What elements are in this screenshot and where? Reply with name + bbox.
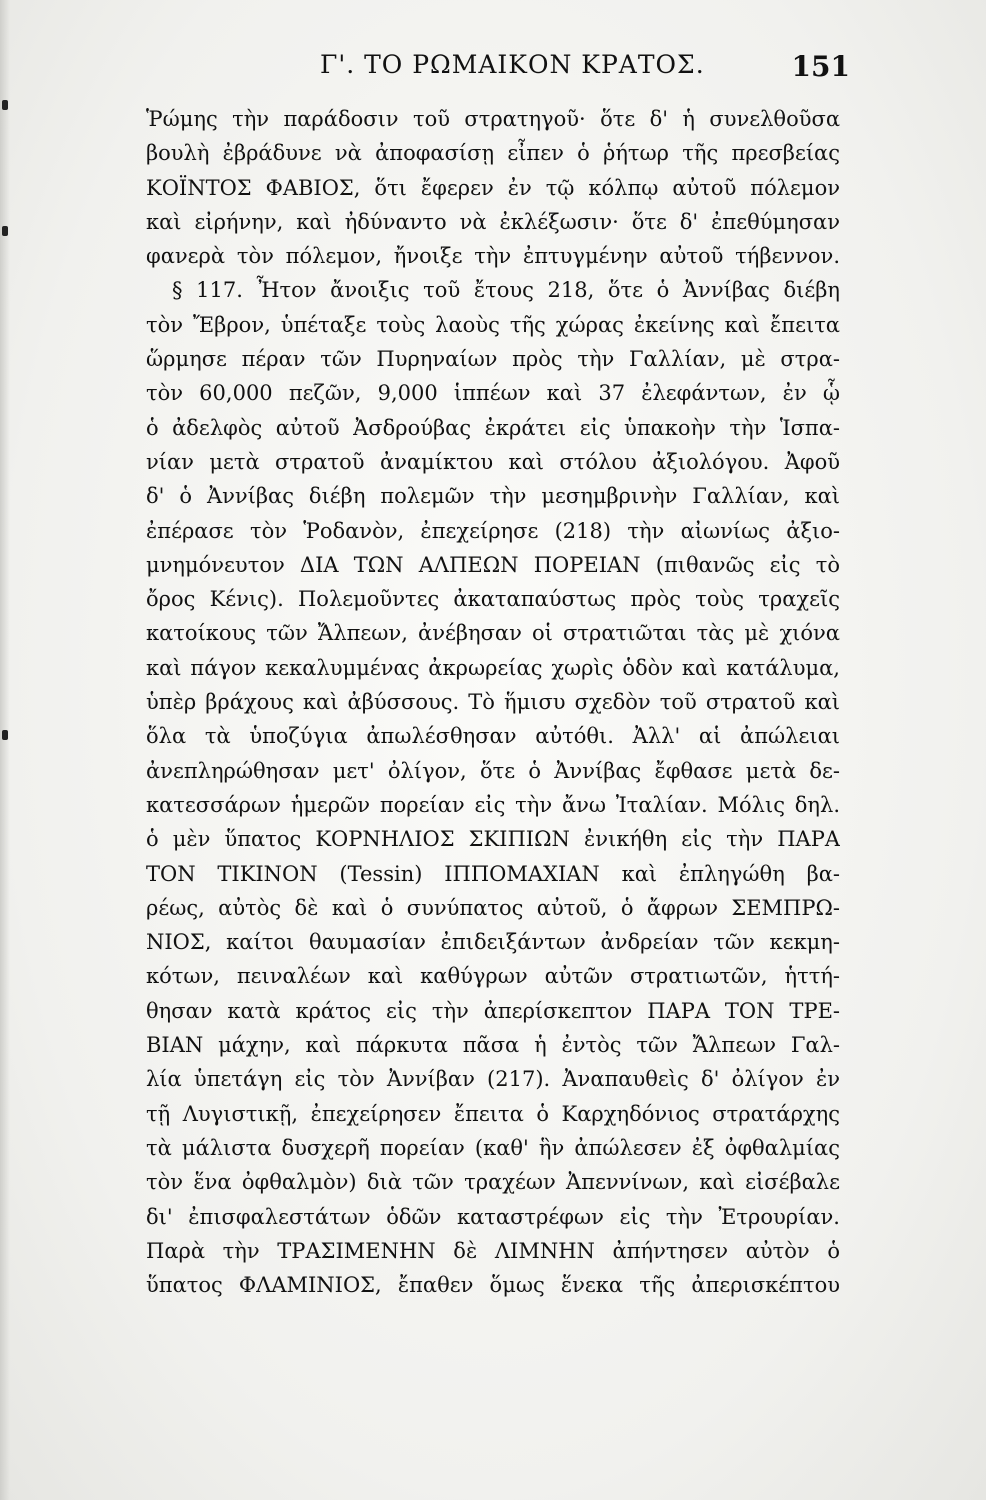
text-line: τῇ Λυγιστικῇ, ἐπεχείρησεν ἔπειτα ὁ Καρχηδόνιος στρατάρχης (146, 1101, 840, 1126)
text-line: δ' ὁ Ἀννίβας διέβη πολεμῶν τὴν μεσημβρινὴν Γαλλίαν, καὶ (146, 484, 840, 509)
running-head: Γ'. ΤΟ ΡΩΜΑΙΚΟΝ ΚΡΑΤΟΣ. (320, 50, 705, 79)
text-line: ΚΟΪΝΤΟΣ ΦΑΒΙΟΣ, ὅτι ἔφερεν ἐν τῷ κόλπῳ αὐτοῦ πόλεμον (146, 175, 840, 200)
text-line: βουλὴ ἐβράδυνε νὰ ἀποφασίσῃ εἶπεν ὁ ῥήτωρ τῆς πρεσβείας (146, 141, 840, 166)
text-line: Ῥώμης τὴν παράδοσιν τοῦ στρατηγοῦ· ὅτε δ' ἡ συνελθοῦσα (146, 107, 840, 131)
body-text (146, 102, 840, 1302)
page-number: 151 (791, 50, 850, 83)
text-line: ἀνεπληρώθησαν μετ' ὀλίγον, ὅτε ὁ Ἀννίβας ἔφθασε μετὰ δε- (146, 758, 840, 783)
text-line: τὸν 60,000 πεζῶν, 9,000 ἱππέων καὶ 37 ἐλεφάντων, ἐν ᾧ (146, 381, 840, 406)
text-line: ὁ ἀδελφὸς αὐτοῦ Ἀσδρούβας ἐκράτει εἰς ὑπακοὴν τὴν Ἱσπα- (146, 415, 840, 440)
text-line: καὶ πάγον κεκαλυμμένας ἀκρωρείας χωρὶς ὁδὸν καὶ κατάλυμα, (146, 655, 840, 680)
text-line: κατοίκους τῶν Ἄλπεων, ἀνέβησαν οἱ στρατιῶται τὰς μὲ χιόνα (146, 621, 840, 646)
text-line: ὅλα τὰ ὑποζύγια ἀπωλέσθησαν αὐτόθι. Ἀλλ' αἱ ἀπώλειαι (146, 724, 840, 749)
text-line: φανερὰ τὸν πόλεμον, ἤνοιξε τὴν ἐπτυγμένην αὐτοῦ τήβεννον. (146, 244, 840, 269)
section-heading-line: § 117. Ἦτον ἄνοιξις τοῦ ἔτους 218, ὅτε ὁ Ἀννίβας διέβη (172, 278, 840, 303)
text-line: κότων, πειναλέων καὶ καθύγρων αὐτῶν στρατιωτῶν, ἡττή- (146, 964, 840, 989)
margin-mark (2, 226, 8, 236)
margin-mark (2, 730, 8, 740)
margin-mark (2, 100, 8, 110)
text-line: ρέως, αὐτὸς δὲ καὶ ὁ συνύπατος αὐτοῦ, ὁ ἄφρων ΣΕΜΠΡΩ- (146, 895, 840, 920)
text-line: ὥρμησε πέραν τῶν Πυρηναίων πρὸς τὴν Γαλλίαν, μὲ στρα- (146, 347, 840, 372)
text-line: ὄρος Κένις). Πολεμοῦντες ἀκαταπαύστως πρὸς τοὺς τραχεῖς (146, 587, 840, 612)
text-line: ΝΙΟΣ, καίτοι θαυμασίαν ἐπιδειξάντων ἀνδρείαν τῶν κεκμη- (146, 930, 840, 955)
text-line: τὸν ἕνα ὀφθαλμὸν) διὰ τῶν τραχέων Ἀπεννίνων, καὶ εἰσέβαλε (146, 1170, 840, 1195)
text-line: μνημόνευτον ΔΙΑ ΤΩΝ ΑΛΠΕΩΝ ΠΟΡΕΙΑΝ (πιθανῶς εἰς τὸ (146, 552, 840, 577)
page-binding-edge (0, 0, 10, 1500)
text-line: καὶ εἰρήνην, καὶ ἠδύναντο νὰ ἐκλέξωσιν· ὅτε δ' ἐπεθύμησαν (146, 209, 840, 234)
text-line: κατεσσάρων ἡμερῶν πορείαν εἰς τὴν ἄνω Ἰταλίαν. Μόλις δηλ. (146, 792, 840, 817)
text-line: Παρὰ τὴν ΤΡΑΣΙΜΕΝΗΝ δὲ ΛΙΜΝΗΝ ἀπήντησεν αὐτὸν ὁ (146, 1238, 840, 1263)
text-line: τὰ μάλιστα δυσχερῆ πορείαν (καθ' ἣν ἀπώλεσεν ἐξ ὀφθαλμίας (146, 1135, 840, 1160)
text-line: ὕπατος ΦΛΑΜΙΝΙΟΣ, ἔπαθεν ὅμως ἕνεκα τῆς ἀπερισκέπτου (146, 1273, 840, 1298)
text-line: ὁ μὲν ὕπατος ΚΟΡΝΗΛΙΟΣ ΣΚΙΠΙΩΝ ἐνικήθη εἰς τὴν ΠΑΡΑ (146, 827, 840, 852)
page-header (150, 50, 850, 90)
text-line: ὑπὲρ βράχους καὶ ἀβύσσους. Τὸ ἥμισυ σχεδὸν τοῦ στρατοῦ καὶ (146, 690, 840, 715)
text-line: ἐπέρασε τὸν Ῥοδανὸν, ἐπεχείρησε (218) τὴν αἰωνίως ἀξιο- (146, 518, 840, 543)
text-line: δι' ἐπισφαλεστάτων ὁδῶν καταστρέφων εἰς τὴν Ἐτρουρίαν. (146, 1204, 840, 1229)
text-line: ΤΟΝ ΤΙΚΙΝΟΝ (Tessin) ΙΠΠΟΜΑΧΙΑΝ καὶ ἐπληγώθη βα- (146, 861, 840, 886)
text-line: ΒΙΑΝ μάχην, καὶ πάρκυτα πᾶσα ἡ ἐντὸς τῶν Ἄλπεων Γαλ- (146, 1033, 840, 1058)
text-line: νίαν μετὰ στρατοῦ ἀναμίκτου καὶ στόλου ἀξιολόγου. Ἀφοῦ (146, 449, 840, 474)
text-line: θησαν κατὰ κράτος εἰς τὴν ἀπερίσκεπτον ΠΑΡΑ ΤΟΝ ΤΡΕ- (146, 998, 840, 1023)
text-line: τὸν Ἔβρον, ὑπέταξε τοὺς λαοὺς τῆς χώρας ἐκείνης καὶ ἔπειτα (146, 312, 840, 337)
text-line: λία ὑπετάγη εἰς τὸν Ἀννίβαν (217). Ἀναπαυθεὶς δ' ὀλίγον ἐν (146, 1067, 840, 1092)
